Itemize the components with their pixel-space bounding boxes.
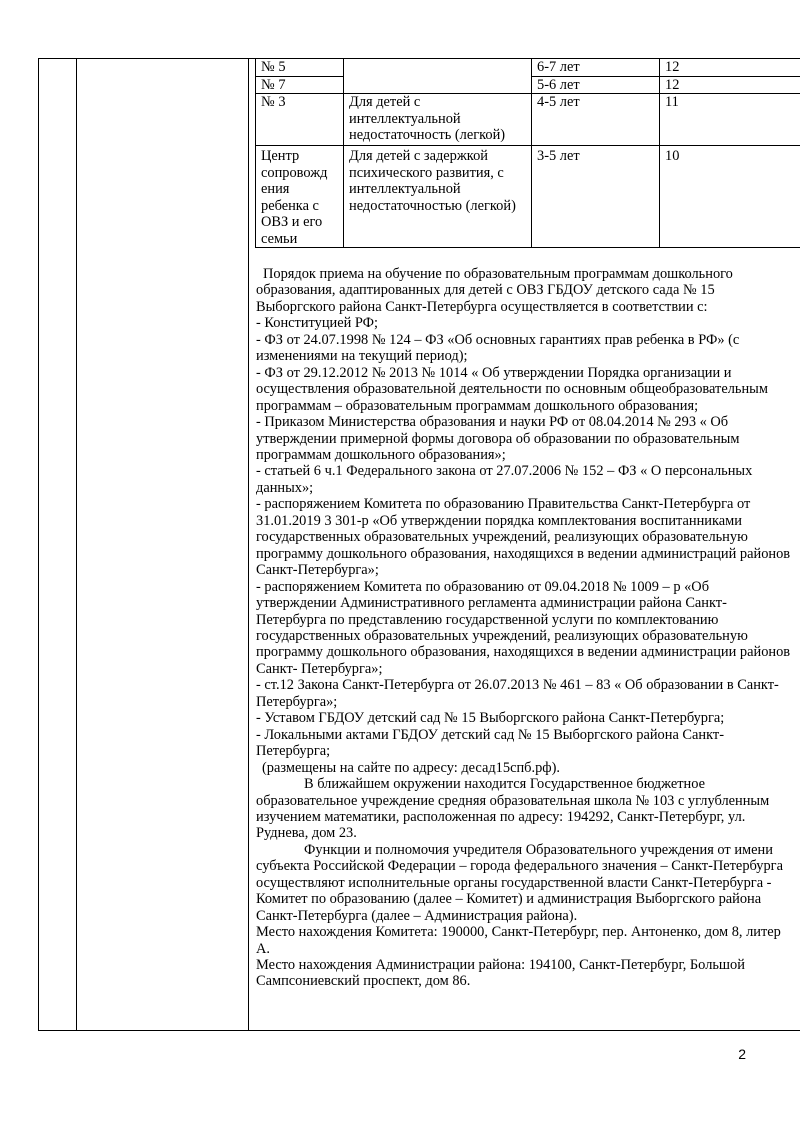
table-row [256,94,800,146]
list-item: - статьей 6 ч.1 Федерального закона от 27.07.2006 № 152 – ФЗ « О персональных данных»; [256,463,753,496]
website-note: (размещены на сайте по адресу: десад15спб.рф). [262,759,560,776]
frame-col-divider-2 [248,58,249,1031]
list-item: - ФЗ от 24.07.1998 № 124 – ФЗ «Об основных гарантиях прав ребенка в РФ» (с изменениями на текущий период); [256,331,740,365]
group-description-cell: Для детей с задержкой психического развития, с интеллектуальной недостаточностью (легкой) [344,146,532,248]
frame-left-border [38,58,39,1031]
count-cell: 11 [660,94,800,146]
list-item: - распоряжением Комитета по образованию от 09.04.2018 № 1009 – р «Об утверждении Административного регламента администрации района Санкт-Петербурга по представлению государственной услуги по комплектованию государственных образовательных учреждений, реализующих образовательную программу дошкольного образования, находящихся в ведении администрации районов Санкт- Петербурга»; [256,578,791,677]
body-text [256,266,792,990]
list-item: - ФЗ от 29.12.2012 № 2013 № 1014 « Об утверждении Порядка организации и осуществления образовательной деятельности по основным общеобразовательным программам – образовательным программам дошкольного образования; [256,364,768,414]
group-description-cell [344,59,532,94]
page-number: 2 [738,1046,746,1062]
list-item: - Приказом Министерства образования и науки РФ от 08.04.2014 № 293 « Об утверждении примерной формы договора об образовании по образовательным программам дошкольного образования»; [256,414,740,463]
list-item: - Конституцией РФ; [256,315,379,332]
list-item: - ст.12 Закона Санкт-Петербурга от 26.07.2013 № 461 – 83 « Об образовании в Санкт-Петербурга»; [256,677,779,710]
administration-address: Место нахождения Администрации района: 194100, Санкт-Петербург, Большой Сампсониевский проспект, дом 86. [256,957,745,990]
group-name-cell: № 5 [256,59,344,77]
list-item: - Локальными актами ГБДОУ детский сад № 15 Выборгского района Санкт-Петербурга; [256,726,724,760]
group-name-cell: № 7 [256,76,344,94]
age-cell: 3-5 лет [532,146,660,248]
group-description-cell: Для детей с интеллектуальной недостаточность (легкой) [344,94,532,146]
table-row [256,146,800,248]
frame-col-divider-1 [76,58,77,1031]
group-name-cell: № 3 [256,94,344,146]
count-cell: 12 [660,76,800,94]
age-cell: 6-7 лет [532,59,660,77]
frame-bottom-border [38,1030,800,1031]
group-name-cell: Центр сопровожд ения ребенка с ОВЗ и его семьи [256,146,344,248]
intro-paragraph: Порядок приема на обучение по образовательным программам дошкольного образования, адаптированных для детей с ОВЗ ГБДОУ детского сада № 15 Выборгского района Санкт-Петербурга осуществляется в соответствии с: [256,266,733,315]
nearby-school-paragraph: В ближайшем окружении находится Государственное бюджетное образовательное учреждение средняя образовательная школа № 103 с углубленным изучением математики, расположенная по адресу: 194292, Санкт-Петербург, ул. Руднева, дом 23. [256,776,770,842]
age-cell: 4-5 лет [532,94,660,146]
founder-paragraph: Функции и полномочия учредителя Образовательного учреждения от имени субъекта Российской Федерации – города федерального значения – Санкт-Петербурга осуществляют исполнительные органы государственной власти Санкт-Петербурга - Комитет по образованию (далее – Комитет) и администрация Выборгского района Санкт-Петербурга (далее – Администрация района). [256,841,783,924]
list-item: - распоряжением Комитета по образованию Правительства Санкт-Петербурга от 31.01.2019 3 301-р «Об утверждении порядка комплектования воспитанниками государственных образовательных учреждений, реализующих образовательную программу дошкольного образования, находящихся в ведении администраций районов Санкт-Петербурга»; [256,496,791,579]
list-item: - Уставом ГБДОУ детский сад № 15 Выборгского района Санкт-Петербурга; [256,710,725,727]
table-row [256,59,800,77]
count-cell: 10 [660,146,800,248]
count-cell: 12 [660,59,800,77]
age-cell: 5-6 лет [532,76,660,94]
committee-address: Место нахождения Комитета: 190000, Санкт-Петербург, пер. Антоненко, дом 8, литер А. [256,924,781,957]
groups-table [255,58,800,248]
